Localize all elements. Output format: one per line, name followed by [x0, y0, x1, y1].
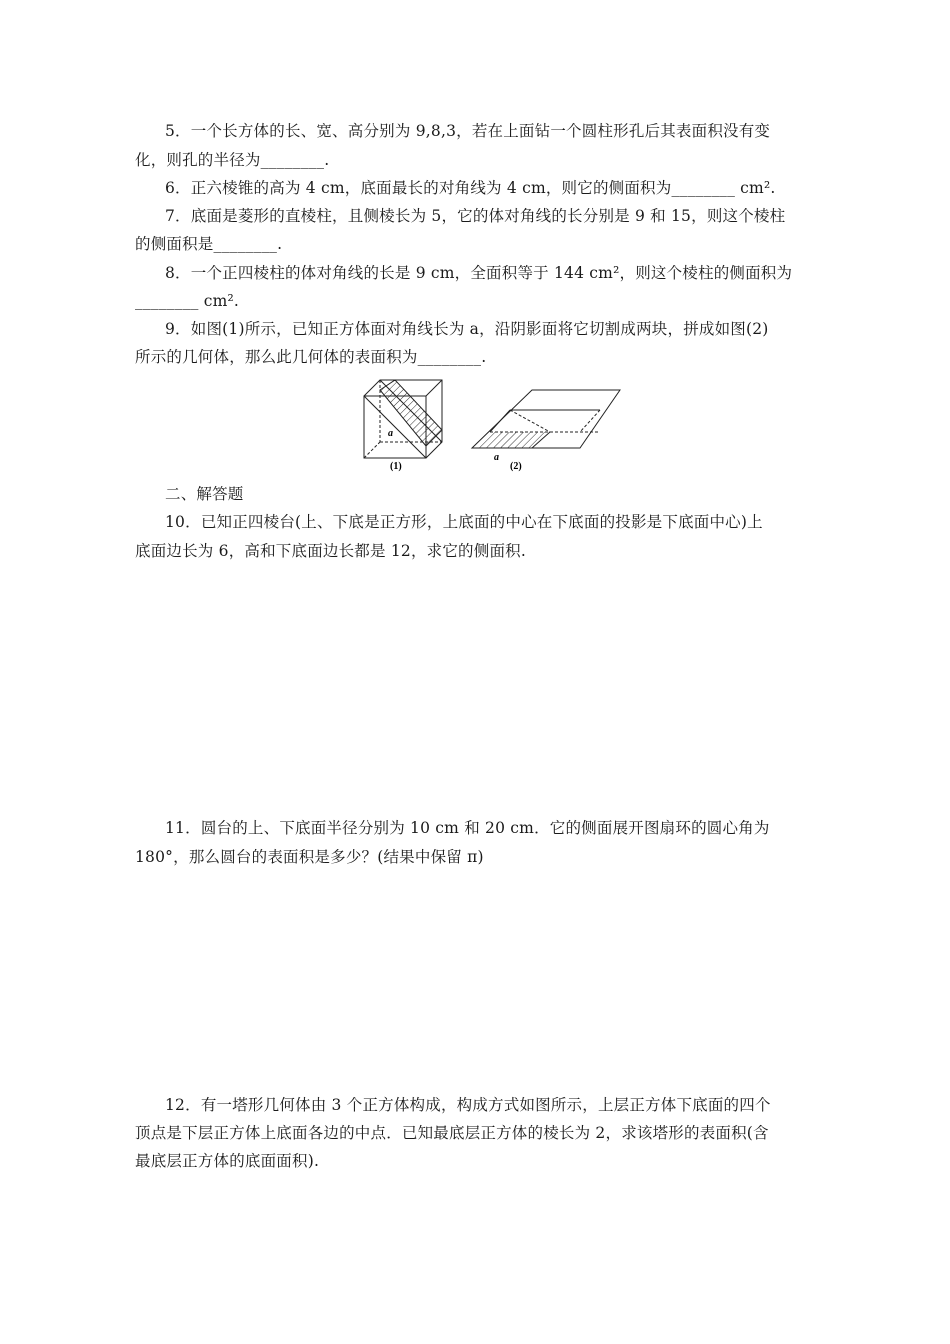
q10-line1: 10．已知正四棱台(上、下底是正方形，上底面的中心在下底面的投影是下底面中心)上: [165, 513, 763, 531]
q8-line1: 8．一个正四棱柱的体对角线的长是 9 cm，全面积等于 144 cm²，则这个棱柱的侧面积为: [165, 264, 793, 282]
q12-line3: 最底层正方体的底面面积).: [135, 1152, 320, 1170]
figure-1-label-a: a: [388, 428, 393, 439]
q7-line2: 的侧面积是________.: [135, 235, 283, 253]
q9-figure: [360, 376, 622, 472]
q9-line1: 9．如图(1)所示，已知正方体面对角线长为 a，沿阴影面将它切割成两块，拼成如图(2): [165, 320, 769, 338]
section-2-heading: 二、解答题: [165, 485, 244, 503]
cube-cut-diagram: [360, 376, 622, 472]
q5-line2: 化，则孔的半径为________.: [135, 151, 330, 169]
q12-line1: 12．有一塔形几何体由 3 个正方体构成，构成方式如图所示，上层正方体下底面的四个: [165, 1096, 771, 1114]
figure-2-caption: (2): [510, 461, 522, 472]
q11-line2: 180°，那么圆台的表面积是多少？(结果中保留 π): [135, 848, 484, 866]
q12-line2: 顶点是下层正方体上底面各边的中点．已知最底层正方体的棱长为 2，求该塔形的表面积(含: [135, 1124, 769, 1142]
q10-line2: 底面边长为 6，高和下底面边长都是 12，求它的侧面积.: [135, 542, 526, 560]
q8-line2: ________ cm².: [135, 292, 240, 310]
q11-line1: 11．圆台的上、下底面半径分别为 10 cm 和 20 cm．它的侧面展开图扇环的圆心角为: [165, 819, 770, 837]
figure-1-cube: [364, 380, 442, 458]
figure-2-solid: [470, 390, 620, 448]
figure-1-caption: (1): [390, 461, 402, 472]
q7-line1: 7．底面是菱形的直棱柱，且侧棱长为 5，它的体对角线的长分别是 9 和 15，则这个棱柱: [165, 207, 786, 225]
q6-text: 6．正六棱锥的高为 4 cm，底面最长的对角线为 4 cm，则它的侧面积为________ cm².: [165, 179, 776, 197]
q5-line1: 5．一个长方体的长、宽、高分别为 9,8,3，若在上面钻一个圆柱形孔后其表面积没有变: [165, 122, 771, 140]
figure-2-label-a: a: [494, 452, 499, 463]
q9-line2: 所示的几何体，那么此几何体的表面积为________.: [135, 348, 487, 366]
